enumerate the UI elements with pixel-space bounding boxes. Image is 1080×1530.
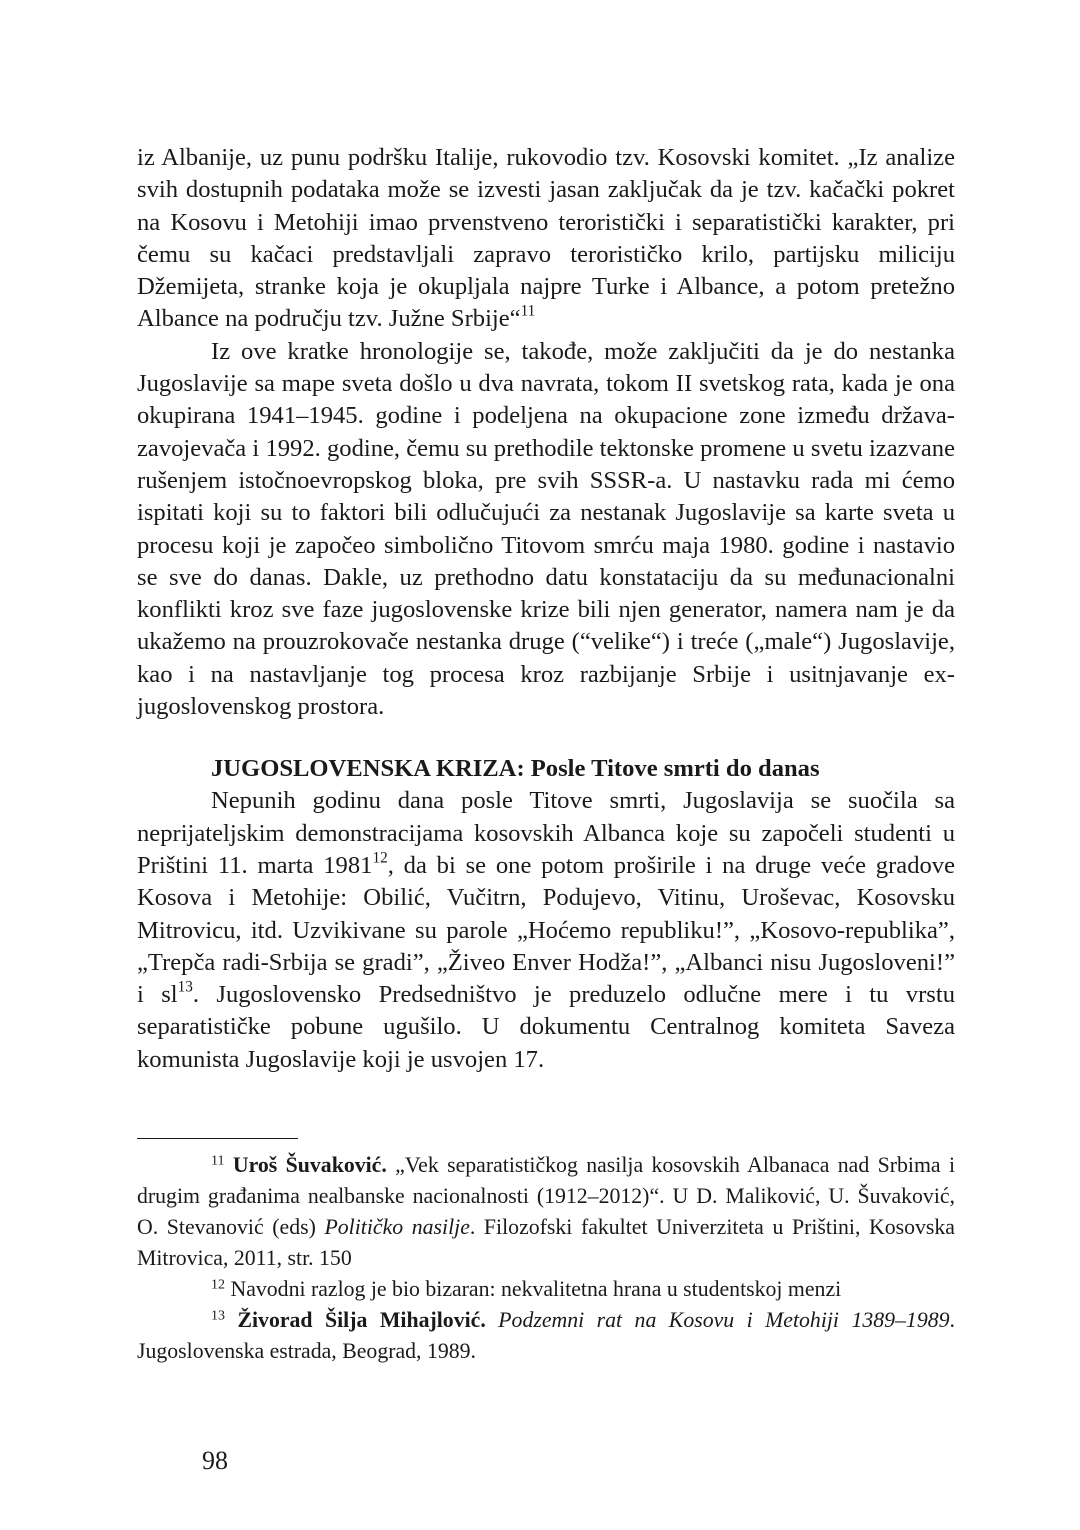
footnote-11: $^{11}$ Uroš Šuvaković. „Vek separatističkog nasilja kosovskih Albanaca nad Srbima i drugim građanima nealbanske nacionalnosti (1912–2012)“. U D. Maliković, U. Šuvaković, O. Stevanović (eds) Političko nasilje. Filozofski fakultet Univerziteta u Prištini, Kosovska Mitrovica, 2011, str. 150 — [137, 1153, 956, 1270]
footnote-ref-11: 11 — [520, 302, 536, 320]
section-heading: JUGOSLOVENSKA KRIZA: Posle Titove smrti do danas — [211, 755, 820, 783]
paragraph-2: Iz ove kratke hronologije se, takođe, može zaključiti da je do nestanka Jugoslavije sa mape sveta došlo u dva navrata, tokom II svetskog rata, kada je ona okupirana 1941–1945. godine i podeljena na okupacione zone između država-zavojevača i 1992. godine, čemu su prethodile tektonske promene u svetu izazvane rušenjem istočnoevropskog bloka, pre svih SSSR-a. U nastavku rada mi ćemo ispitati koji su to faktori bili odlučujući za nestanak Jugoslavije sa karte sveta u procesu koji je započeo simbolično Titovom smrću maja 1980. godine i nastavio se sve do danas. Dakle, uz prethodno datu konstataciju da su međunacionalni konflikti kroz sve faze jugoslovenske krize bili njen generator, namera nam je da ukažemo na prouzrokovače nestanka druge (“velike“) i treće („male“) Jugoslavije, kao i na nastavljanje tog procesa kroz razbijanje Srbije i usitnjavanje ex-jugoslovenskog prostora. — [137, 337, 955, 721]
footnote-ref-12: 12 — [372, 849, 388, 867]
footnotes — [137, 1150, 955, 1367]
main-text — [137, 142, 955, 1076]
page-number: 98 — [202, 1446, 228, 1475]
paragraph-3: Nepunih godinu dana posle Titove smrti, Jugoslavija se suočila sa neprijateljskim demonstracijama kosovskih Albanca koje su započeli studenti u Prištini 11. marta 1981$^{12}$, da bi se one potom proširile i na druge veće gradove Kosova i Metohije: Obilić, Vučitrn, Podujevo, Vitinu, Uroševac, Kosovsku Mitrovicu, itd. Uzvikivane su parole „Hoćemo republiku!”, „Kosovo-republika”, „Trepča radi-Srbija se gradi”, „Živeo Enver Hodža!”, „Albanci nisu Jugosloveni!” i $sl^{13}$. Jugoslovensko Predsedništvo je preduzelo odlučne mere i tu vrstu separatističke pobune ugušilo. U dokumentu Centralnog komiteta Saveza komunista Jugoslavije koji je usvojen 17. — [137, 787, 956, 1073]
paragraph-1: iz Albanije, uz punu podršku Italije, rukovodio tzv. Kosovski komitet. „Iz analize svih dostupnih podataka može se izvesti jasan zaključak da je tzv. kačački pokret na Kosovu i Metohiji imao prvenstveno teroristički i separatistički karakter, pri čemu su kačaci predstavljali zapravo terorističko krilo, partijsku miliciju Džemijeta, stranke koja je okupljala najpre Turke i Albance, a potom pretežno Albance na području tzv. Južne Srbije“$^{11}$ — [137, 144, 955, 333]
footnote-12: $^{12}$ Navodni razlog je bio bizaran: nekvalitetna hrana u studentskoj menzi — [211, 1277, 842, 1301]
footnote-13: $^{13}$ Živorad Šilja Mihajlović. Podzemni rat na Kosovu i Metohiji 1389–1989. Jugoslovenska estrada, Beograd, 1989. — [137, 1308, 955, 1363]
footnote-ref-13: 13 — [177, 978, 193, 996]
footnote-divider — [137, 1138, 298, 1139]
